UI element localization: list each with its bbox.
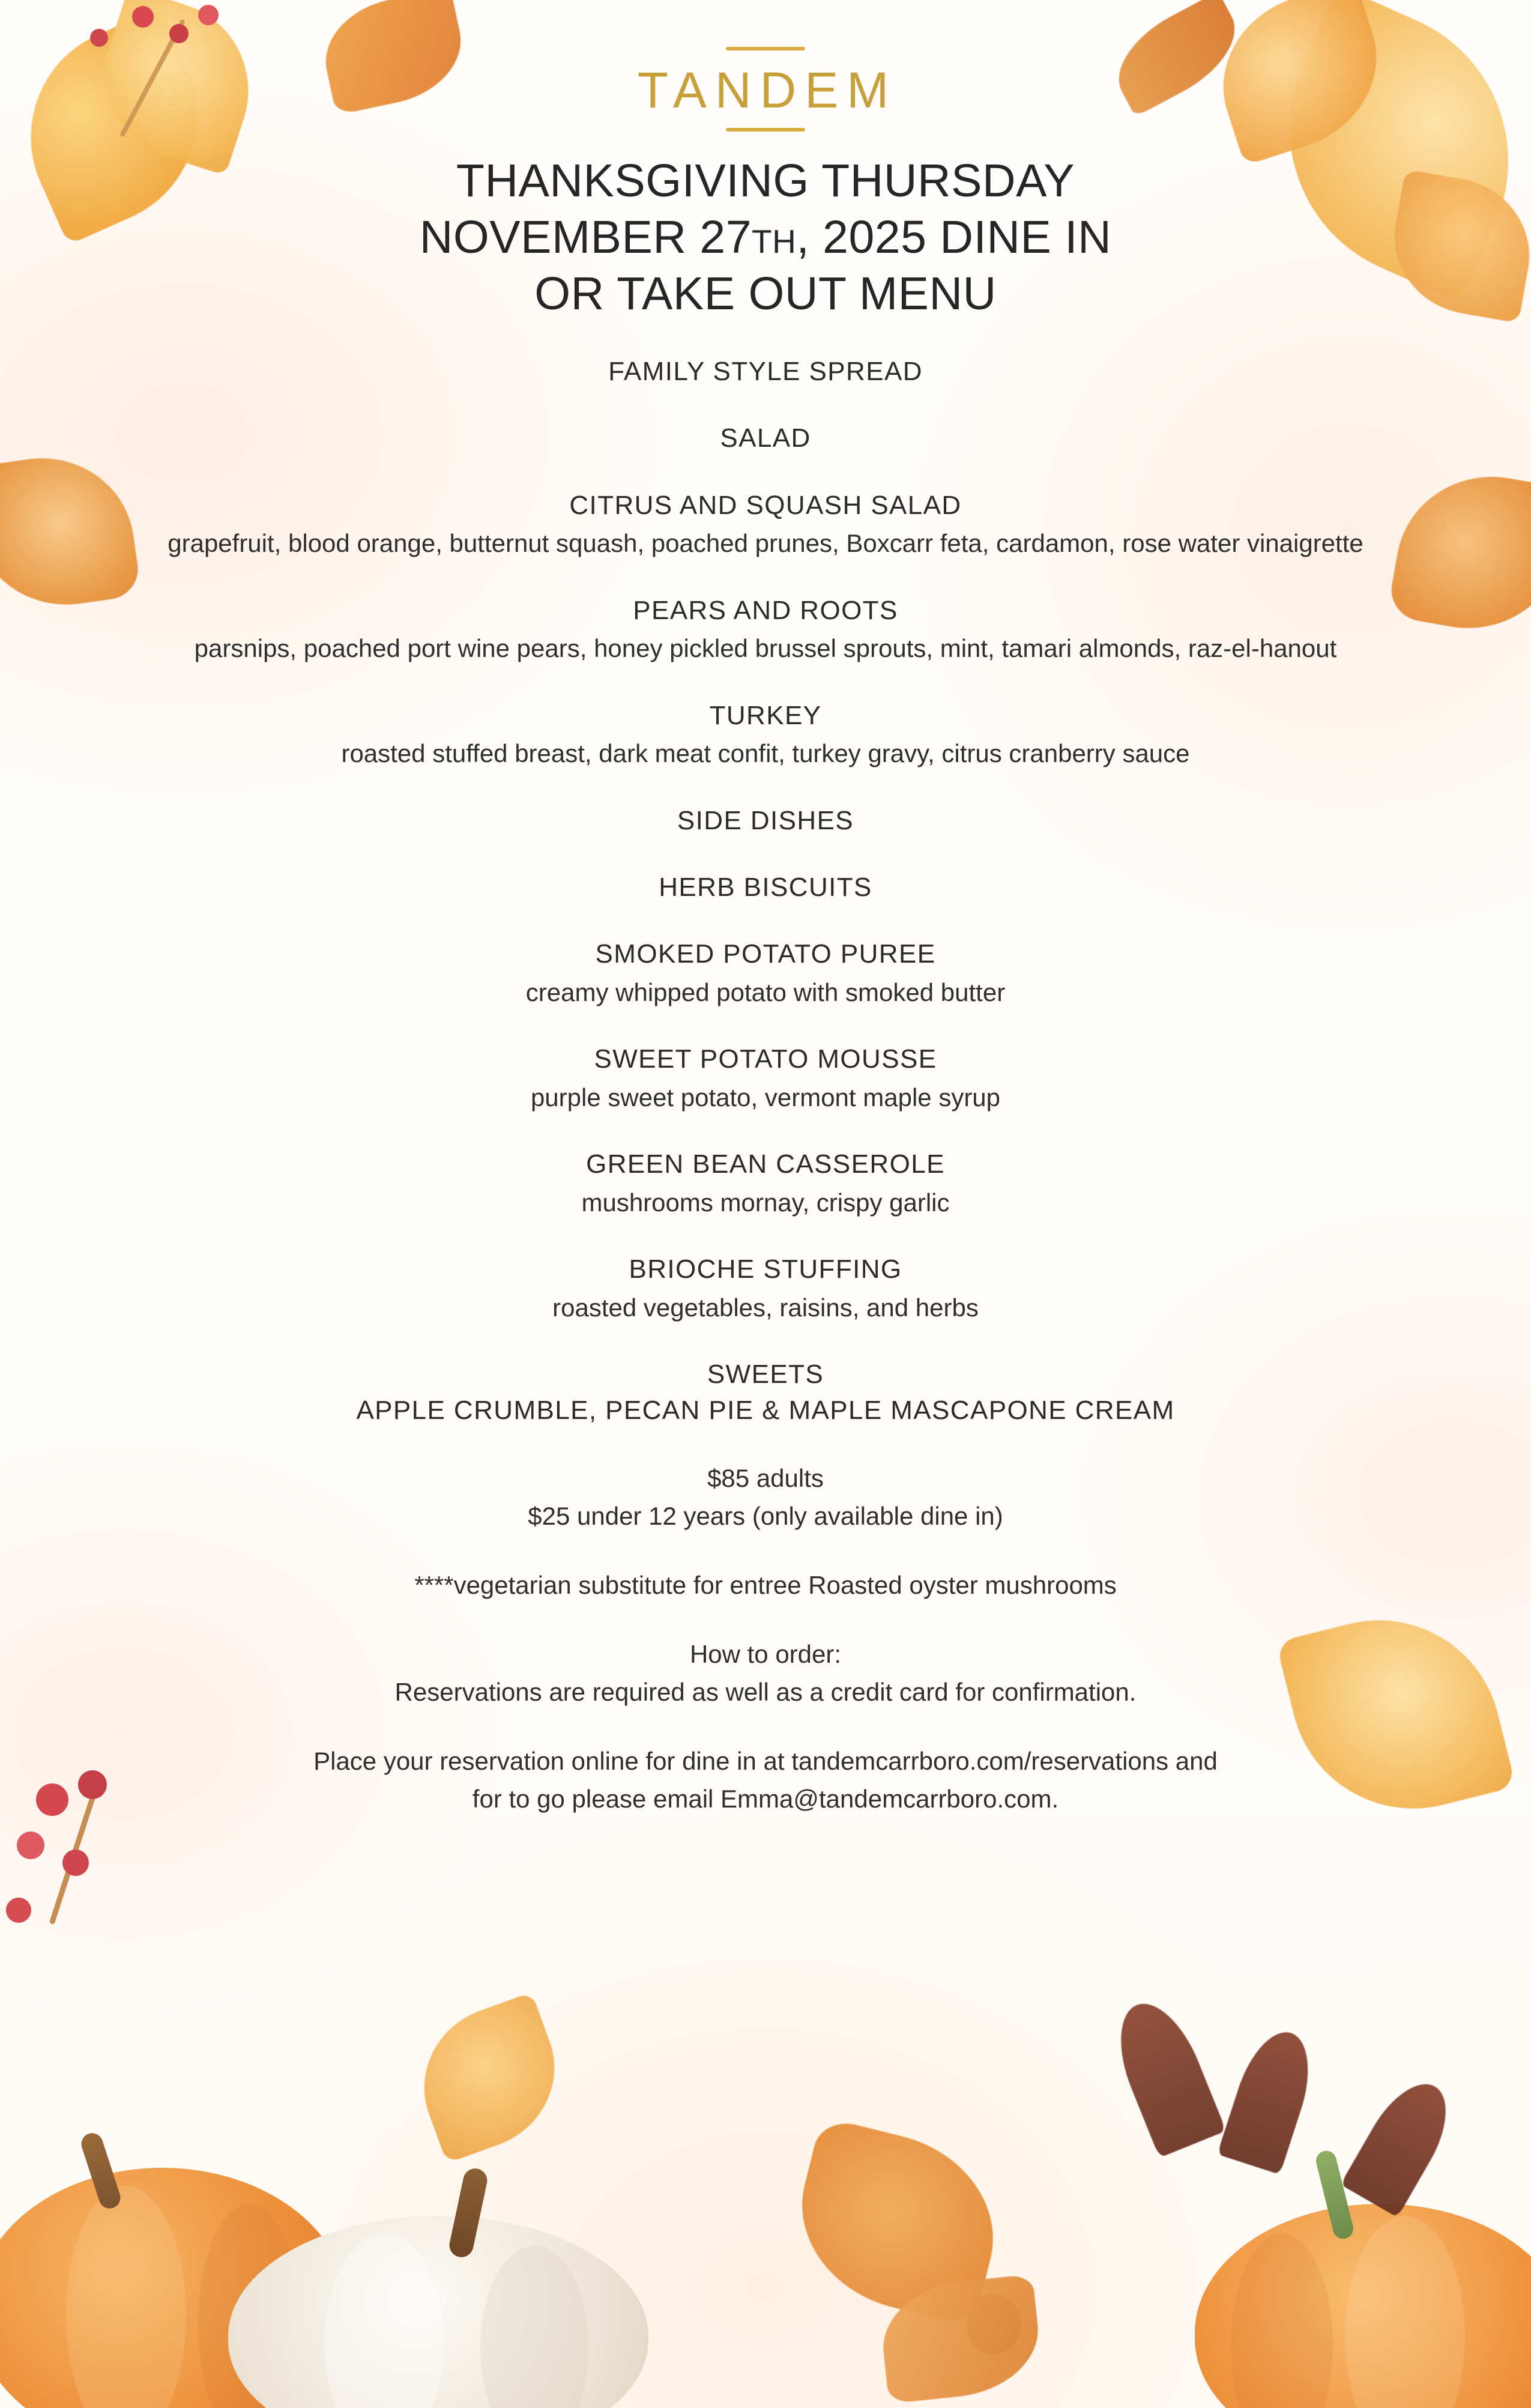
white-pumpkin-illustration [228,2216,648,2408]
side-dishes-heading: SIDE DISHES [677,805,854,835]
menu-item [0,488,1531,561]
menu-item-description: creamy whipped potato with smoked butter [525,978,1006,1006]
page-title [0,153,1531,322]
menu-item-heading: BRIOCHE STUFFING [629,1254,902,1284]
pumpkin-stem [1314,2149,1355,2241]
menu-item-description: parsnips, poached port wine pears, honey pickled brussel sprouts, mint, tamari almonds, raz-el-hanout [194,634,1337,662]
salad-heading: SALAD [720,423,811,453]
menu-item-heading: PEARS AND ROOTS [633,595,898,625]
price-adults: $85 adults [707,1464,824,1493]
title-line-2-suffix: TH [752,222,797,260]
price-children: $25 under 12 years (only available dine in) [528,1502,1003,1531]
vegetarian-note [0,1566,1531,1604]
menu-item-heading: SMOKED POTATO PUREE [595,939,936,969]
menu-item-description: purple sweet potato, vermont maple syrup [530,1083,1001,1112]
sweets-description: APPLE CRUMBLE, PECAN PIE & MAPLE MASCAPONE CREAM [356,1395,1175,1425]
how-to-order-label: How to order: [689,1640,842,1669]
berry-icon [62,1850,89,1876]
pumpkin-lobe [1231,2234,1333,2408]
menu-item [0,593,1531,667]
menu-item [0,936,1531,1010]
title-line-2-date: NOVEMBER 27 [419,211,752,263]
salad-section-heading-wrap [0,420,1531,456]
pumpkin-lobe [1345,2216,1465,2408]
title-line-1: THANKSGIVING THURSDAY [456,155,1075,207]
pumpkin-stem [79,2131,123,2212]
how-to-order-section [0,1635,1531,1711]
pumpkin-illustration [0,2168,348,2408]
leaf-icon [1104,1992,1227,2158]
pumpkin-lobe [480,2246,588,2408]
maple-leaf-icon [402,1992,576,2163]
brand-logo [0,47,1531,132]
title-line-3: OR TAKE OUT MENU [534,267,997,319]
pumpkin-lobe [324,2234,444,2408]
menu-item-description: roasted vegetables, raisins, and herbs [552,1293,979,1322]
leaf-icon [1340,2070,1463,2218]
booking-line-1: Place your reservation online for dine in at tandemcarrboro.com/reservations and [313,1747,1218,1776]
pumpkin-lobe [198,2204,300,2408]
brand-name: TANDEM [637,62,898,118]
menu-item-heading: HERB BISCUITS [659,873,872,903]
title-line-2-rest: , 2025 DINE IN [796,211,1112,263]
oak-leaf-icon [781,2116,1014,2328]
sweets-heading: SWEETS [707,1360,824,1390]
berry-icon [6,1898,31,1923]
title-line-2 [0,210,1531,266]
pricing-section [0,1459,1531,1535]
oak-leaf-icon [877,2274,1044,2404]
leaf-icon [1217,2023,1323,2175]
logo-rule-top [726,47,805,50]
side-dishes-section [0,803,1531,838]
pumpkin-lobe [66,2186,186,2408]
sweets-section [0,1357,1531,1428]
menu-item-heading: CITRUS AND SQUASH SALAD [569,490,962,520]
acorn-icon [967,2294,1021,2354]
menu-item-heading: GREEN BEAN CASSEROLE [586,1149,945,1179]
vegetarian-note-text: ****vegetarian substitute for entree Roasted oyster mushrooms [414,1571,1117,1600]
menu-item [0,870,1531,905]
menu-item-description: roasted stuffed breast, dark meat confit, turkey gravy, citrus cranberry sauce [341,739,1190,768]
menu-item [0,698,1531,772]
menu-item-description: mushrooms mornay, crispy garlic [581,1188,950,1217]
menu-item-description: grapefruit, blood orange, butternut squash, poached prunes, Boxcarr feta, cardamon, rose water vinaigrette [168,528,1363,557]
pumpkin-stem [447,2166,489,2259]
booking-line-2: for to go please email Emma@tandemcarrboro.com. [472,1785,1059,1814]
logo-rule-bottom [726,128,805,132]
menu-item-heading: SWEET POTATO MOUSSE [594,1044,937,1074]
menu-item-heading: TURKEY [709,700,822,730]
menu-item [0,1041,1531,1115]
pumpkin-illustration [1195,2204,1531,2408]
decorative-bottom-band [0,1868,1531,2408]
family-style-section [0,354,1531,389]
family-style-heading: FAMILY STYLE SPREAD [608,356,923,386]
menu-item [0,1146,1531,1220]
reservation-note: Reservations are required as well as a credit card for confirmation. [394,1678,1137,1707]
menu-item [0,1251,1531,1325]
berry-icon [17,1832,44,1859]
booking-info [0,1742,1531,1818]
